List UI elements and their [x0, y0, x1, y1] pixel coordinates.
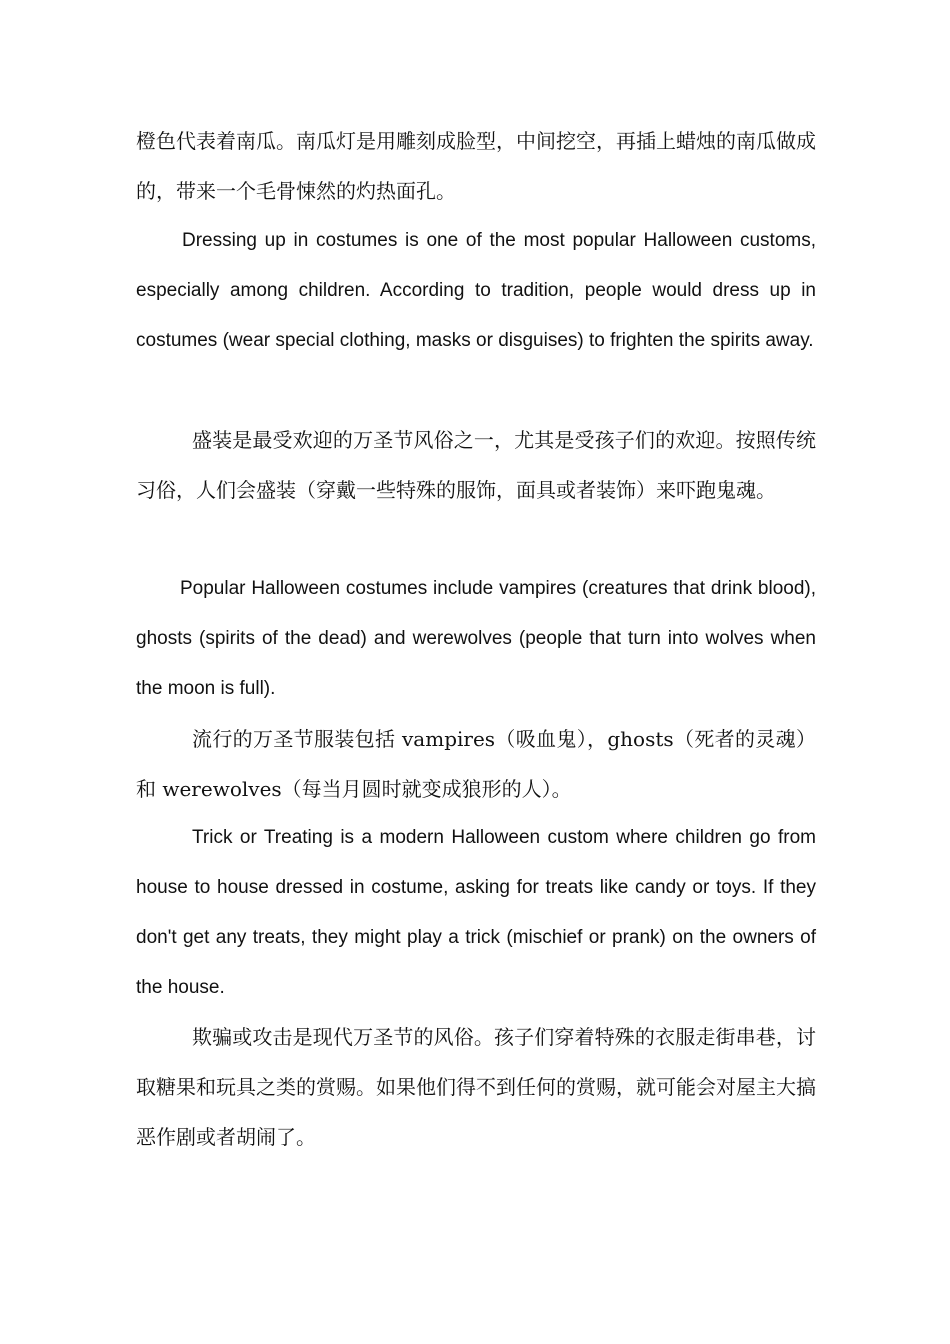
- paragraph-trick-or-treat-zh: 欺骗或攻击是现代万圣节的风俗。孩子们穿着特殊的衣服走街串巷，讨取糖果和玩具之类的赏赐。如果他们得不到任何的赏赐，就可能会对屋主大搞恶作剧或者胡闹了。: [136, 1025, 816, 1149]
- paragraph-popular-costumes-en: Popular Halloween costumes include vampires (creatures that drink blood), ghosts (spirits of the dead) and werewolves (people that turn into wolves when the moon is full).: [136, 578, 816, 699]
- paragraph-costumes-en: Dressing up in costumes is one of the most popular Halloween customs, especially among children. According to tradition, people would dress up in costumes (wear special clothing, masks or disguises) to frighten the spirits away.: [136, 230, 816, 351]
- paragraph-popular-costumes-zh: 流行的万圣节服装包括 vampires（吸血鬼），ghosts（死者的灵魂）和 werewolves（每当月圆时就变成狼形的人）。: [136, 727, 816, 801]
- paragraph-pumpkin-zh: 橙色代表着南瓜。南瓜灯是用雕刻成脸型，中间挖空，再插上蜡烛的南瓜做成的，带来一个毛骨悚然的灼热面孔。: [136, 129, 816, 203]
- paragraph-trick-or-treat-en: Trick or Treating is a modern Halloween custom where children go from house to house dressed in costume, asking for treats like candy or toys. If they don't get any treats, they might play a trick (mischief or prank) on the owners of the house.: [136, 827, 816, 998]
- paragraph-costumes-zh: 盛装是最受欢迎的万圣节风俗之一，尤其是受孩子们的欢迎。按照传统习俗，人们会盛装（穿戴一些特殊的服饰，面具或者装饰）来吓跑鬼魂。: [136, 428, 816, 502]
